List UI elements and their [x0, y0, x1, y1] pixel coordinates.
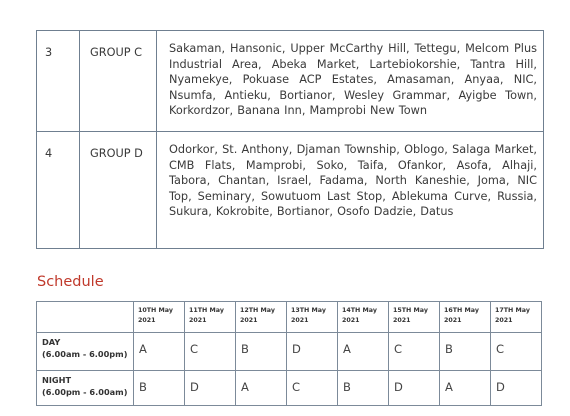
schedule-cell: C	[185, 333, 236, 371]
date-day: 14TH May	[342, 307, 377, 314]
schedule-cell: B	[440, 333, 491, 371]
shift-label: DAY	[42, 337, 61, 347]
group-areas: Sakaman, Hansonic, Upper McCarthy Hill, Tettegu, Melcom Plus Industrial Area, Abeka Market, Lartebiokorshie, Tantra Hill, Nyamekye, Pokuase ACP Estates, Amasaman, Anyaa, NIC, Nsumfa, Antieku, Bortianor, Wesley Grammar, Ayigbe Town, Korkordzor, Banana Inn, Mamprobi New Town	[157, 31, 544, 132]
schedule-heading: Schedule	[37, 274, 104, 290]
date-year: 2021	[495, 316, 513, 324]
date-header	[389, 302, 440, 333]
group-name: GROUP D	[80, 132, 157, 249]
group-name: GROUP C	[80, 31, 157, 132]
date-day: 12TH May	[240, 307, 275, 314]
shift-hours: (6.00pm - 6.00am)	[42, 387, 128, 397]
shift-hours: (6.00am - 6.00pm)	[42, 349, 128, 359]
schedule-cell: D	[287, 333, 338, 371]
date-year: 2021	[291, 316, 309, 324]
date-year: 2021	[342, 316, 360, 324]
group-row	[37, 132, 544, 249]
date-header	[491, 302, 542, 333]
schedule-cell: C	[491, 333, 542, 371]
group-row	[37, 31, 544, 132]
groups-table	[36, 30, 544, 249]
schedule-cell: C	[389, 333, 440, 371]
schedule-cell: D	[389, 371, 440, 406]
schedule-cell: B	[338, 371, 389, 406]
group-number: 3	[37, 31, 80, 132]
date-day: 16TH May	[444, 307, 479, 314]
date-year: 2021	[189, 316, 207, 324]
schedule-header-row	[37, 302, 542, 333]
date-day: 15TH May	[393, 307, 428, 314]
date-header	[236, 302, 287, 333]
schedule-cell: A	[134, 333, 185, 371]
schedule-cell: A	[440, 371, 491, 406]
schedule-cell: B	[134, 371, 185, 406]
schedule-row-night	[37, 371, 542, 406]
schedule-corner-cell	[37, 302, 134, 333]
shift-label: NIGHT	[42, 375, 72, 385]
shift-label-cell	[37, 333, 134, 371]
date-header	[287, 302, 338, 333]
date-header	[338, 302, 389, 333]
schedule-cell: A	[338, 333, 389, 371]
date-day: 17TH May	[495, 307, 530, 314]
date-header	[185, 302, 236, 333]
date-day: 13TH May	[291, 307, 326, 314]
date-year: 2021	[240, 316, 258, 324]
date-year: 2021	[393, 316, 411, 324]
shift-label-cell	[37, 371, 134, 406]
schedule-cell: D	[491, 371, 542, 406]
schedule-cell: C	[287, 371, 338, 406]
date-day: 10TH May	[138, 307, 173, 314]
schedule-cell: D	[185, 371, 236, 406]
schedule-row-day	[37, 333, 542, 371]
date-header	[134, 302, 185, 333]
schedule-cell: A	[236, 371, 287, 406]
schedule-table	[36, 301, 542, 406]
date-year: 2021	[444, 316, 462, 324]
date-day: 11TH May	[189, 307, 224, 314]
date-header	[440, 302, 491, 333]
schedule-cell: B	[236, 333, 287, 371]
group-areas: Odorkor, St. Anthony, Djaman Township, Oblogo, Salaga Market, CMB Flats, Mamprobi, Soko, Taifa, Ofankor, Asofa, Alhaji, Tabora, Chantan, Israel, Fadama, North Kaneshie, Joma, NIC Top, Seminary, Sowutuom Last Stop, Ablekuma Curve, Russia, Sukura, Kokrobite, Bortianor, Osofo Dadzie, Datus	[157, 132, 544, 249]
date-year: 2021	[138, 316, 156, 324]
group-number: 4	[37, 132, 80, 249]
